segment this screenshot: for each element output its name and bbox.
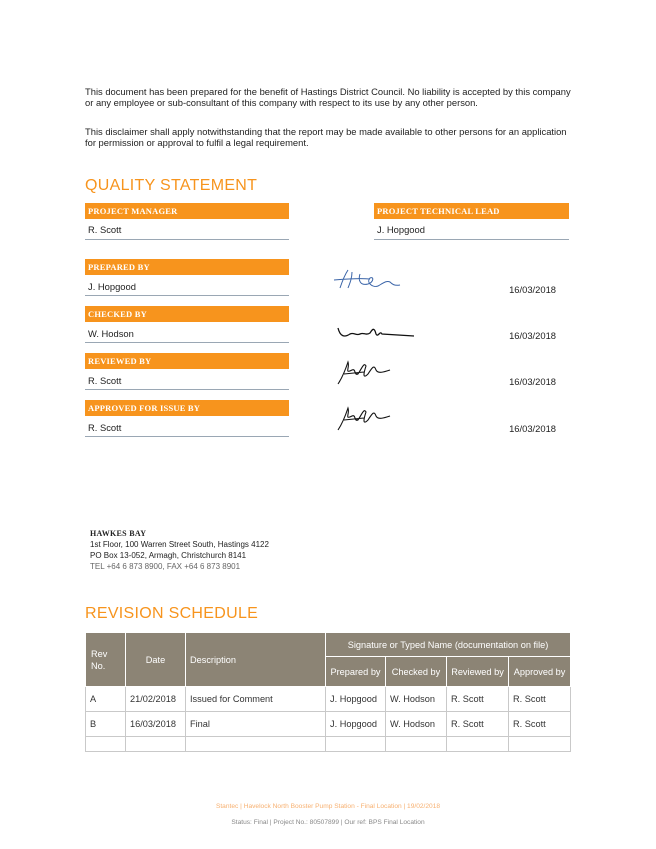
- checked-by-block: [85, 306, 289, 343]
- cell-approved: R. Scott: [509, 712, 571, 737]
- col-prepared-by: Prepared by: [326, 657, 386, 687]
- cell-date: 21/02/2018: [126, 687, 186, 712]
- reviewed-by-block: [85, 353, 289, 390]
- prepared-by-label: PREPARED BY: [85, 259, 289, 275]
- cell-reviewed: R. Scott: [447, 712, 509, 737]
- office-title: HAWKES BAY: [90, 529, 147, 538]
- project-manager-label: PROJECT MANAGER: [85, 203, 289, 219]
- reviewed-by-name: R. Scott: [85, 372, 289, 390]
- project-manager-name: R. Scott: [85, 219, 289, 240]
- cell-description: Final: [186, 712, 326, 737]
- footer-line-2: Status: Final | Project No.: 80507899 | Our ref: BPS Final Location: [231, 819, 425, 826]
- project-manager-block: [85, 203, 289, 240]
- prepared-by-signature: [330, 266, 410, 292]
- table-row-empty: [86, 737, 571, 752]
- col-description: Description: [186, 633, 326, 687]
- reviewed-by-label: REVIEWED BY: [85, 353, 289, 369]
- cell-description: Issued for Comment: [186, 687, 326, 712]
- checked-by-name: W. Hodson: [85, 325, 289, 343]
- revision-table: [85, 632, 571, 752]
- col-reviewed-by: Reviewed by: [447, 657, 509, 687]
- cell-rev: A: [86, 687, 126, 712]
- approved-by-date: 16/03/2018: [509, 423, 556, 434]
- cell-checked: W. Hodson: [386, 687, 447, 712]
- approved-by-block: [85, 400, 289, 437]
- cell-reviewed: R. Scott: [447, 687, 509, 712]
- table-row: [86, 687, 571, 712]
- approved-by-signature: [334, 406, 398, 432]
- disclaimer-paragraph-2: This disclaimer shall apply notwithstanding that the report may be made available to other persons for an application for permission or approval to fulfil a legal requirement.: [85, 126, 567, 148]
- col-rev-no: Rev No.: [86, 633, 126, 687]
- office-address: [90, 528, 269, 572]
- prepared-by-date: 16/03/2018: [509, 284, 556, 295]
- address-line-2: PO Box 13-052, Armagh, Christchurch 8141: [90, 551, 247, 560]
- col-checked-by: Checked by: [386, 657, 447, 687]
- technical-lead-name: J. Hopgood: [374, 219, 569, 240]
- cell-prepared: J. Hopgood: [326, 687, 386, 712]
- col-approved-by: Approved by: [509, 657, 571, 687]
- prepared-by-block: [85, 259, 289, 296]
- cell-date: 16/03/2018: [126, 712, 186, 737]
- checked-by-label: CHECKED BY: [85, 306, 289, 322]
- cell-prepared: J. Hopgood: [326, 712, 386, 737]
- approved-by-label: APPROVED FOR ISSUE BY: [85, 400, 289, 416]
- address-tel-fax: TEL +64 6 873 8900, FAX +64 6 873 8901: [90, 562, 241, 571]
- cell-approved: R. Scott: [509, 687, 571, 712]
- table-row: [86, 712, 571, 737]
- disclaimer-paragraph-1: This document has been prepared for the benefit of Hastings District Council. No liability is accepted by this company or any employee or sub-consultant of this company with respect to its use by any other person.: [85, 86, 571, 108]
- reviewed-by-date: 16/03/2018: [509, 376, 556, 387]
- technical-lead-block: [374, 203, 569, 240]
- col-date: Date: [126, 633, 186, 687]
- checked-by-date: 16/03/2018: [509, 330, 556, 341]
- footer-line-1: Stantec | Havelock North Booster Pump Station - Final Location | 19/02/2018: [215, 803, 441, 810]
- address-line-1: 1st Floor, 100 Warren Street South, Hastings 4122: [90, 540, 269, 549]
- checked-by-signature: [336, 322, 416, 342]
- technical-lead-label: PROJECT TECHNICAL LEAD: [374, 203, 569, 219]
- cell-checked: W. Hodson: [386, 712, 447, 737]
- col-signature-group: Signature or Typed Name (documentation on file): [326, 633, 571, 657]
- cell-rev: B: [86, 712, 126, 737]
- revision-schedule-title: REVISION SCHEDULE: [85, 605, 259, 622]
- approved-by-name: R. Scott: [85, 419, 289, 437]
- prepared-by-name: J. Hopgood: [85, 278, 289, 296]
- reviewed-by-signature: [334, 360, 398, 386]
- quality-statement-title: QUALITY STATEMENT: [85, 177, 258, 194]
